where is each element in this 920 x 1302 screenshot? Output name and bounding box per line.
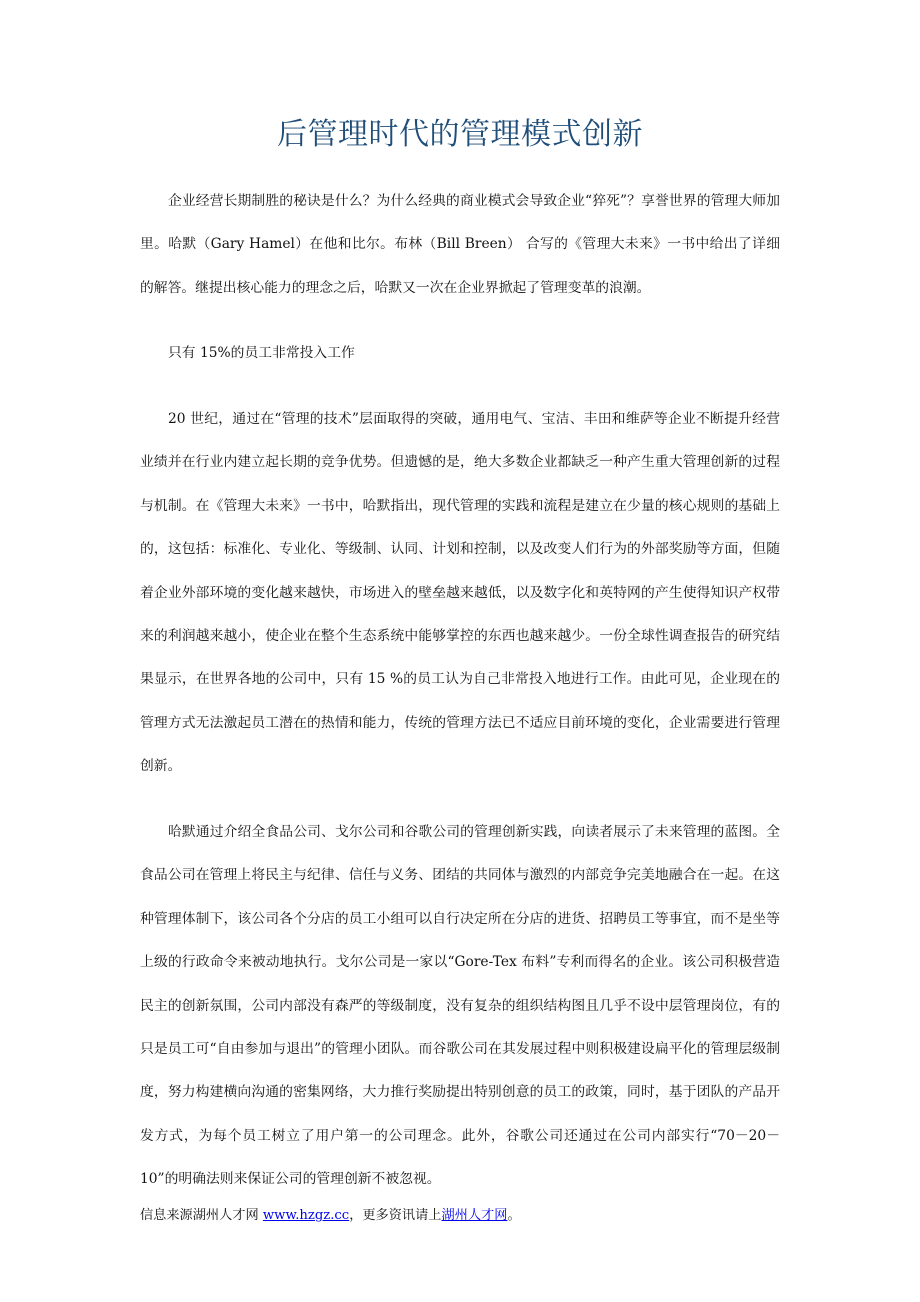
site-name-link[interactable]: 湖州人才网	[441, 1208, 508, 1223]
footer-suffix: 。	[507, 1208, 521, 1223]
paragraph-intro: 企业经营长期制胜的秘诀是什么？为什么经典的商业模式会导致企业“猝死”？享誉世界的管理大师加里。哈默（Gary Hamel）在他和比尔。布林（Bill Breen） 合写的《管理大未来》一书中给出了详细的解答。继提出核心能力的理念之后，哈默又一次在企业界掀起了管理变革的浪潮。	[140, 193, 780, 296]
footer-middle: ，更多资讯请上	[349, 1208, 442, 1223]
source-footer	[140, 1205, 780, 1227]
page-title: 后管理时代的管理模式创新	[277, 117, 643, 152]
paragraph-management-technology: 20 世纪，通过在“管理的技术”层面取得的突破，通用电气、宝洁、丰田和维萨等企业不断提升经营业绩并在行业内建立起长期的竞争优势。但遗憾的是，绝大多数企业都缺乏一种产生重大管理创新的过程与机制。在《管理大未来》一书中，哈默指出，现代管理的实践和流程是建立在少量的核心规则的基础上的，这包括：标准化、专业化、等级制、认同、计划和控制，以及改变人们行为的外部奖励等方面，但随着企业外部环境的变化越来越快，市场进入的壁垒越来越低，以及数字化和英特网的产生使得知识产权带来的利润越来越小，使企业在整个生态系统中能够掌控的东西也越来越少。一份全球性调查报告的研究结果显示，在世界各地的公司中，只有 15 %的员工认为自己非常投入地进行工作。由此可见，企业现在的管理方式无法激起员工潜在的热情和能力，传统的管理方法已不适应目前环境的变化，企业需要进行管理创新。	[140, 411, 780, 775]
site-url-link[interactable]: www.hzgz.cc	[262, 1208, 350, 1223]
footer-prefix: 信息来源湖州人才网	[140, 1208, 263, 1223]
paragraph-subheading: 只有 15%的员工非常投入工作	[168, 345, 355, 361]
paragraph-company-cases: 哈默通过介绍全食品公司、戈尔公司和谷歌公司的管理创新实践，向读者展示了未来管理的蓝图。全食品公司在管理上将民主与纪律、信任与义务、团结的共同体与激烈的内部竞争完美地融合在一起。在这种管理体制下，该公司各个分店的员工小组可以自行决定所在分店的进货、招聘员工等事宜，而不是坐等上级的行政命令来被动地执行。戈尔公司是一家以“Gore-Tex 布料”专利而得名的企业。该公司积极营造民主的创新氛围，公司内部没有森严的等级制度，没有复杂的组织结构图且几乎不设中层管理岗位，有的只是员工可“自由参加与退出”的管理小团队。而谷歌公司在其发展过程中则积极建设扁平化的管理层级制度，努力构建横向沟通的密集网络，大力推行奖励提出特别创意的员工的政策，同时，基于团队的产品开发方式，为每个员工树立了用户第一的公司理念。此外，谷歌公司还通过在公司内部实行“70－20－10”的明确法则来保证公司的管理创新不被忽视。	[140, 824, 780, 1188]
